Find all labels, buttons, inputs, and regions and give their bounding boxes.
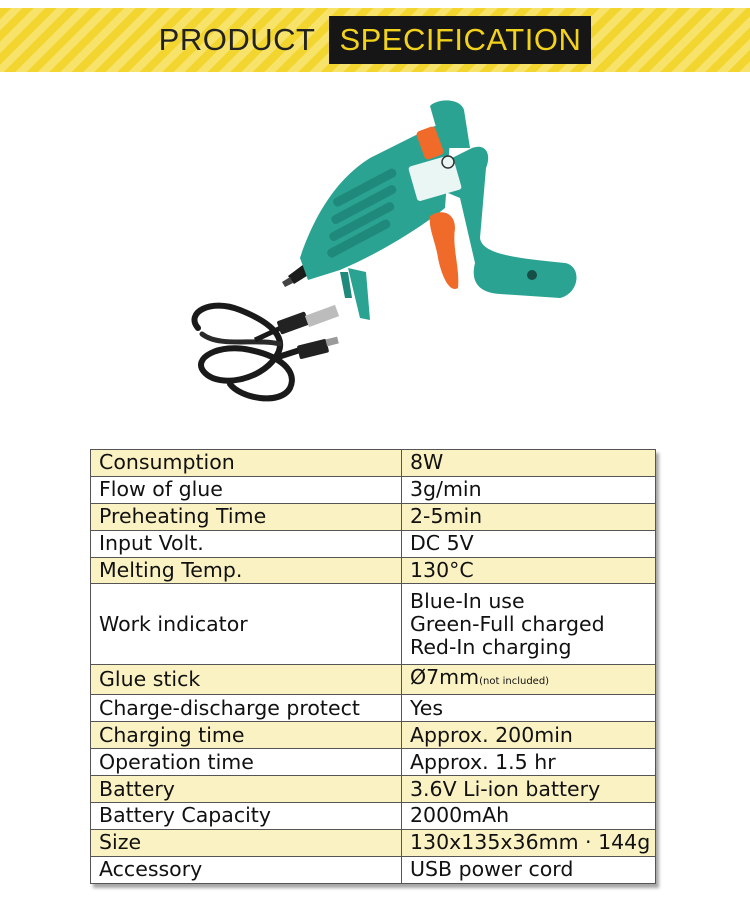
table-row <box>91 530 656 557</box>
usb-cable-icon <box>194 305 339 399</box>
title-specification: SPECIFICATION <box>329 16 591 64</box>
spec-value: Approx. 200min <box>402 722 656 749</box>
glue-gun-icon <box>282 100 576 320</box>
spec-label: Flow of glue <box>91 476 402 503</box>
table-row <box>91 749 656 776</box>
table-row <box>91 776 656 803</box>
spec-label: Charging time <box>91 722 402 749</box>
table-row <box>91 722 656 749</box>
spec-value: 130°C <box>402 557 656 584</box>
table-row <box>91 829 656 856</box>
table-row <box>91 803 656 830</box>
spec-value: 3.6V Li-ion battery <box>402 776 656 803</box>
spec-value: 8W <box>402 450 656 477</box>
spec-value: 130x135x36mm · 144g <box>402 829 656 856</box>
spec-label: Battery <box>91 776 402 803</box>
spec-value: USB power cord <box>402 856 656 883</box>
title-product: PRODUCT <box>158 22 316 57</box>
indicator-line: Blue-In use <box>410 588 525 613</box>
spec-value <box>402 584 656 665</box>
glue-stick-value: Ø7mm <box>410 665 480 690</box>
table-row <box>91 695 656 722</box>
table-row <box>91 476 656 503</box>
spec-label: Preheating Time <box>91 503 402 530</box>
spec-label: Input Volt. <box>91 530 402 557</box>
spec-label: Charge-discharge protect <box>91 695 402 722</box>
spec-value: 2000mAh <box>402 803 656 830</box>
spec-label: Melting Temp. <box>91 557 402 584</box>
spec-value: Approx. 1.5 hr <box>402 749 656 776</box>
page-title <box>0 8 750 72</box>
spec-label: Consumption <box>91 450 402 477</box>
spec-label: Glue stick <box>91 665 402 695</box>
indicator-line: Red-In charging <box>410 634 572 659</box>
table-row <box>91 856 656 883</box>
indicator-line: Green-Full charged <box>410 611 605 636</box>
spec-table <box>90 449 656 884</box>
table-row <box>91 557 656 584</box>
spec-value: DC 5V <box>402 530 656 557</box>
table-row <box>91 450 656 477</box>
table-row <box>91 665 656 695</box>
spec-value: Yes <box>402 695 656 722</box>
glue-stick-note: (not included) <box>479 676 550 688</box>
spec-value <box>402 665 656 695</box>
spec-label: Battery Capacity <box>91 803 402 830</box>
product-photo <box>180 88 600 418</box>
spec-label: Work indicator <box>91 584 402 665</box>
spec-value: 2-5min <box>402 503 656 530</box>
header-banner <box>0 8 750 72</box>
spec-label: Size <box>91 829 402 856</box>
spec-label: Accessory <box>91 856 402 883</box>
spec-label: Operation time <box>91 749 402 776</box>
table-row <box>91 503 656 530</box>
spec-value: 3g/min <box>402 476 656 503</box>
table-row <box>91 584 656 665</box>
